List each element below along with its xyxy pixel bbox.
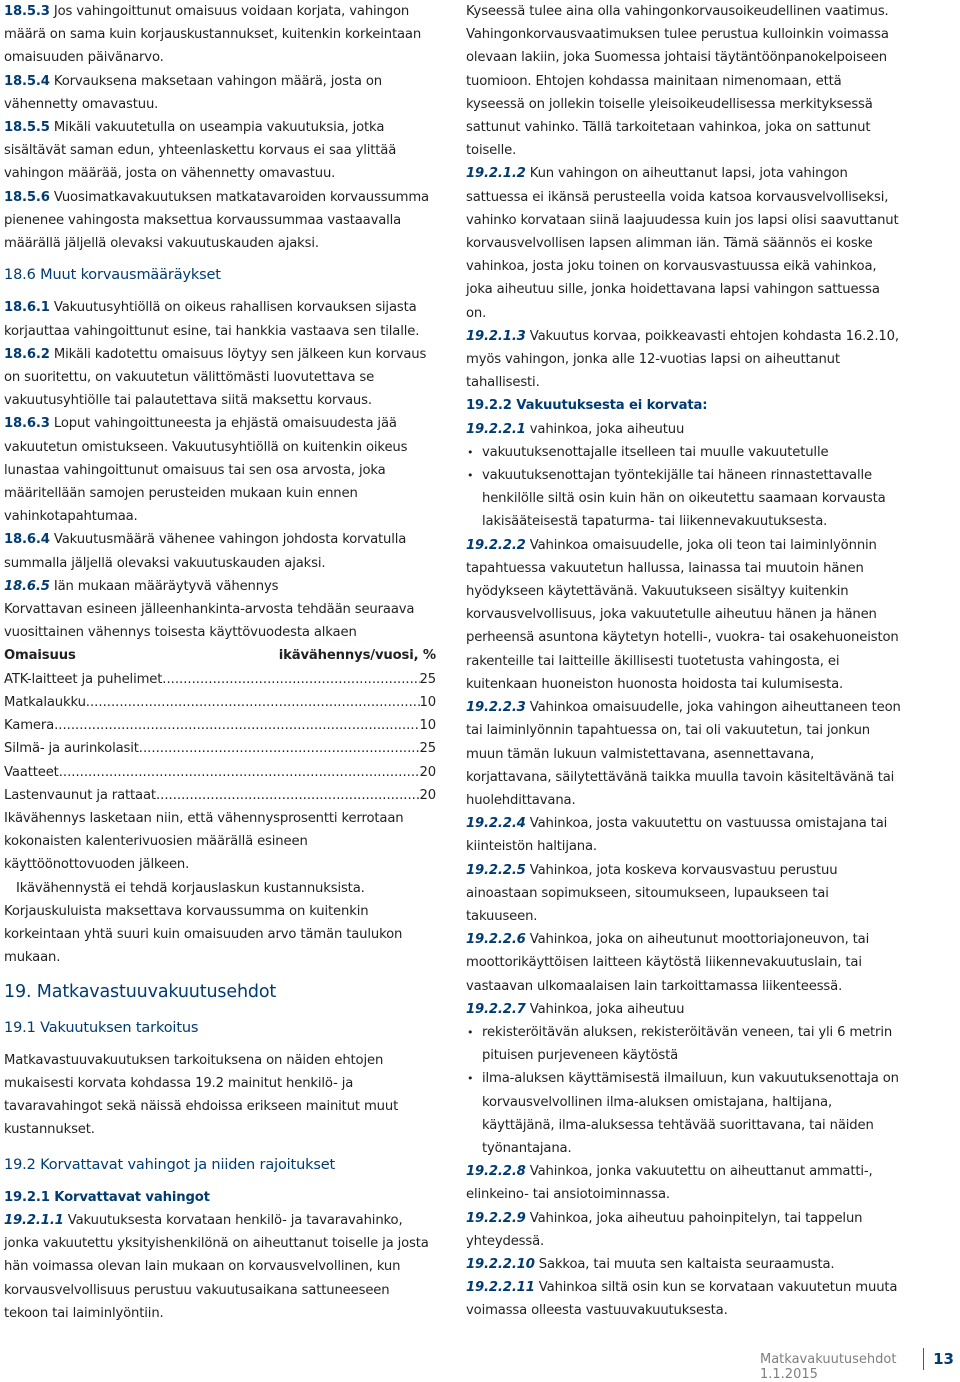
table-col-ikavahennys: ikävähennys/vuosi, %: [278, 648, 436, 664]
clause-19-2-1-3: 19.2.1.3 Vakuutus korvaa, poikkeavasti ehtojen kohdasta 16.2.10, myös vahingon, jonka alle 12-vuotias lapsi on aiheuttanut tahallisesti.: [466, 328, 899, 391]
list-item: • rekisteröitävän aluksen, rekisteröitävän veneen, tai yli 6 metrin pituisen purjeveneen käytöstä: [466, 1021, 903, 1067]
heading-19: 19. Matkavastuuvakuutusehdot: [4, 982, 277, 1003]
clause-18-6-3: 18.6.3 Loput vahingoittuneesta ja ehjästä omaisuudesta jää vakuutetun omistukseen. Vakuutusyhtiöllä on kuitenkin oikeus lunastaa vahingoittunut omaisuus tai sen osa arvosta, joka määritellään samojen perusteiden mukaan kuin ennen vahinkotapahtumaa.: [4, 416, 408, 525]
clause-18-5-4: 18.5.4 Korvauksena maksetaan vahingon määrä, josta on vähennetty omavastuu.: [4, 73, 383, 112]
right-column: [466, 0, 903, 1323]
footer-document-title: Matkavakuutusehdot 1.1.2015: [760, 1352, 897, 1382]
heading-18-6: 18.6 Muut korvausmääräykset: [4, 267, 221, 284]
clause-18-6-5: 18.6.5 Iän mukaan määräytyvä vähennys: [4, 578, 279, 594]
clause-19-2-2-10: 19.2.2.10 Sakkoa, tai muuta sen kaltaista seuraamusta.: [466, 1256, 835, 1272]
clause-19-2-2-6: 19.2.2.6 Vahinkoa, joka on aiheutunut moottoriajoneuvon, tai moottorikäyttöisen laitteen käytöstä liikennevakuutuslain, tai vastaavan ulkomaalaisen lain tarkoittamassa liikenteessä.: [466, 932, 870, 994]
table-header: [4, 644, 436, 667]
list-item: • vakuutuksenottajalle itselleen tai muulle vakuutetulle: [466, 441, 903, 464]
heading-19-1: 19.1 Vakuutuksen tarkoitus: [4, 1019, 199, 1036]
list-item: • vakuutuksenottajan työntekijälle tai häneen rinnastettavalle henkilölle siltä osin kuin hän on oikeutettu saamaan korvausta lakisääteisestä tapaturma- tai liikennevakuutuksesta.: [466, 464, 903, 534]
clause-19-2-2-8: 19.2.2.8 Vahinkoa, jonka vakuutettu on aiheuttanut ammatti-, elinkeino- tai ansiotoiminnassa.: [466, 1164, 873, 1203]
table-col-omaisuus: Omaisuus: [4, 648, 76, 664]
page-footer: [760, 1350, 956, 1382]
table-row: Kamera ..... 10: [4, 714, 436, 737]
clause-18-5-5: 18.5.5 Mikäli vakuutetulla on useampia vakuutuksia, jotka sisältävät saman edun, yhteenlaskettu korvaus ei saa ylittää vahingon määrää, josta on vähennetty omavastuu.: [4, 120, 397, 182]
clause-19-2-2-7: 19.2.2.7 Vahinkoa, joka aiheutuu: [466, 1001, 685, 1017]
clause-19-2-2-9: 19.2.2.9 Vahinkoa, joka aiheutuu pahoinpitelyn, tai tappelun yhteydessä.: [466, 1210, 863, 1249]
clause-19-2-2-4: 19.2.2.4 Vahinkoa, josta vakuutettu on vastuussa omistajana tai kiinteistön haltijana.: [466, 816, 888, 855]
clause-19-2-2-3: 19.2.2.3 Vahinkoa omaisuudelle, joka vahingon aiheuttaneen teon tai laiminlyönnin tapahtuessa on, tai oli vakuutetun, tai jonkun muun tämän lukuun valmistettavana, asennettavana, korjattavana, säilytettävänä taikka muulla tavoin käsiteltävänä tai huolehdittavana.: [466, 700, 901, 808]
clause-19-2-2-5: 19.2.2.5 Vahinkoa, jota koskeva korvausvastuu perustuu ainoastaan sopimukseen, sitoumukseen, lupaukseen tai takuuseen.: [466, 862, 838, 924]
heading-19-2-2: 19.2.2 Vakuutuksesta ei korvata:: [466, 398, 708, 414]
repair-cost-note: Ikävähennystä ei tehdä korjauslaskun kustannuksista. Korjauskuluista maksettava korvaussumma on kuitenkin korkeintaan yhtä suuri kuin omaisuuden arvo tämän taulukon mukaan.: [4, 880, 403, 966]
page-number: 13: [933, 1350, 954, 1368]
depreciation-table: [4, 644, 436, 806]
footer-divider: [923, 1348, 924, 1370]
heading-19-2-1: 19.2.1 Korvattavat vahingot: [4, 1189, 210, 1205]
clause-18-6-1: 18.6.1 Vakuutusyhtiöllä on oikeus rahallisen korvauksen sijasta korjauttaa vahingoittunut esine, tai hankkia vastaava sen tilalle.: [4, 300, 420, 339]
clause-18-5-6: 18.5.6 Vuosimatkavakuutuksen matkatavaroiden korvaussumma pienenee vahingosta maksettua korvaussummaa vastaavalla määrällä jäljellä olevaksi vakuutuskauden ajaksi.: [4, 189, 429, 252]
heading-19-2: 19.2 Korvattavat vahingot ja niiden rajoitukset: [4, 1156, 336, 1173]
clause-18-6-4: 18.6.4 Vakuutusmäärä vähenee vahingon johdosta korvatulla summalla jäljellä olevaksi vakuutuskauden ajaksi.: [4, 532, 407, 571]
table-row: Silmä- ja aurinkolasit ..... 25: [4, 737, 436, 760]
table-row: Vaatteet ..... 20: [4, 761, 436, 784]
deduction-calc-note: Ikävähennys lasketaan niin, että vähennysprosentti kerrotaan kokonaisten kalenterivuosien määrällä esineen käyttöönottovuoden jälkeen.: [4, 810, 404, 873]
clause-18-6-2: 18.6.2 Mikäli kadotettu omaisuus löytyy sen jälkeen kun korvaus on suoritettu, on vakuutetun välittömästi luovutettava se vakuutusyhtiölle tai palautettava siitä maksettu korvaus.: [4, 346, 427, 409]
table-row: ATK-laitteet ja puhelimet ..... 25: [4, 668, 436, 691]
clause-19-2-2-2: 19.2.2.2 Vahinkoa omaisuudelle, joka oli teon tai laiminlyönnin tapahtuessa vakuutetun hallussa, lainassa tai muutoin hänen hyödykseen käytettävänä. Vakuutukseen sisältyy kuitenkin korvausvelvollisuus, joka vakuutetulle aiheutuu hänen ja hänen perheensä asuntona käytetyn hotelli-, vuokra- tai osakehuoneiston rakenteille tai laitteille äkillisesti tuotetusta vahingosta, ei kuitenkaan huoneiston huonosta hoidosta tai kulumisesta.: [466, 537, 899, 692]
list-item: • ilma-aluksen käyttämisestä ilmailuun, kun vakuutuksenottaja on korvausvelvollinen ilma-aluksen omistajana, haltijana, käyttäjänä, ilma-aluksessa tehtävää suorittavana, tai näiden työnantajana.: [466, 1067, 903, 1160]
purpose-paragraph: Matkavastuuvakuutuksen tarkoituksena on näiden ehtojen mukaisesti korvata kohdassa 19.2 mainitut henkilö- ja tavaravahingot sekä näissä ehdoissa erikseen mainitut muut kustannukset.: [4, 1052, 399, 1138]
table-row: Lastenvaunut ja rattaat ..... 20: [4, 784, 436, 807]
clause-19-2-2-1: 19.2.2.1 vahinkoa, joka aiheutuu: [466, 421, 685, 437]
clause-19-2-1-1: 19.2.1.1 Vakuutuksesta korvataan henkilö- ja tavaravahinko, jonka vakuutettu yksityishenkilönä on aiheuttanut toiselle ja josta hän voimassa olevan lain mukaan on korvausvelvollinen, kun korvausvelvollisuus perustuu vakuutusaikana sattuneeseen tekoon tai laiminlyöntiin.: [4, 1212, 429, 1321]
clause-19-2-1-2: 19.2.1.2 Kun vahingon on aiheuttanut lapsi, jota vahingon sattuessa ei ikänsä perusteella voida katsoa korvausvelvolliseksi, vahinko korvataan siinä laajuudessa kuin jos lapsi olisi saavuttanut korvausvelvollisen lapsen alimman iän. Tämä säännös ei koske vahinkoa, josta joku toinen on korvausvastuussa eikä vahinkoa, joka aiheutuu sille, jonka hoidettavana lapsi vahingon sattuessa on.: [466, 166, 899, 321]
left-column: [4, 0, 436, 1325]
clause-19-2-2-11: 19.2.2.11 Vahinkoa siltä osin kun se korvataan vakuutetun muuta voimassa olleesta vastuuvakuutuksesta.: [466, 1280, 898, 1319]
deduction-intro: Korvattavan esineen jälleenhankinta-arvosta tehdään seuraava vuosittainen vähennys toisesta käyttövuodesta alkaen: [4, 602, 415, 641]
clause-18-5-3: 18.5.3 Jos vahingoittunut omaisuus voidaan korjata, vahingon määrä on sama kuin korjauskustannukset, kuitenkin korkeintaan omaisuuden päivänarvo.: [4, 4, 422, 66]
table-row: Matkalaukku ..... 10: [4, 691, 436, 714]
claim-requirement: Kyseessä tulee aina olla vahingonkorvausoikeudellinen vaatimus. Vahingonkorvausvaatimuksen tulee perustua kulloinkin voimassa olevaan lakiin, joka Suomessa johtaisi täytäntöönpanokelpoiseen tuomioon. Ehtojen kohdassa mainitaan nimenomaan, että kyseessä on jollekin toiselle yleisoikeudellisessa merkityksessä sattunut vahinko. Tällä tarkoitetaan vahinkoa, joka on sattunut toiselle.: [466, 4, 889, 159]
